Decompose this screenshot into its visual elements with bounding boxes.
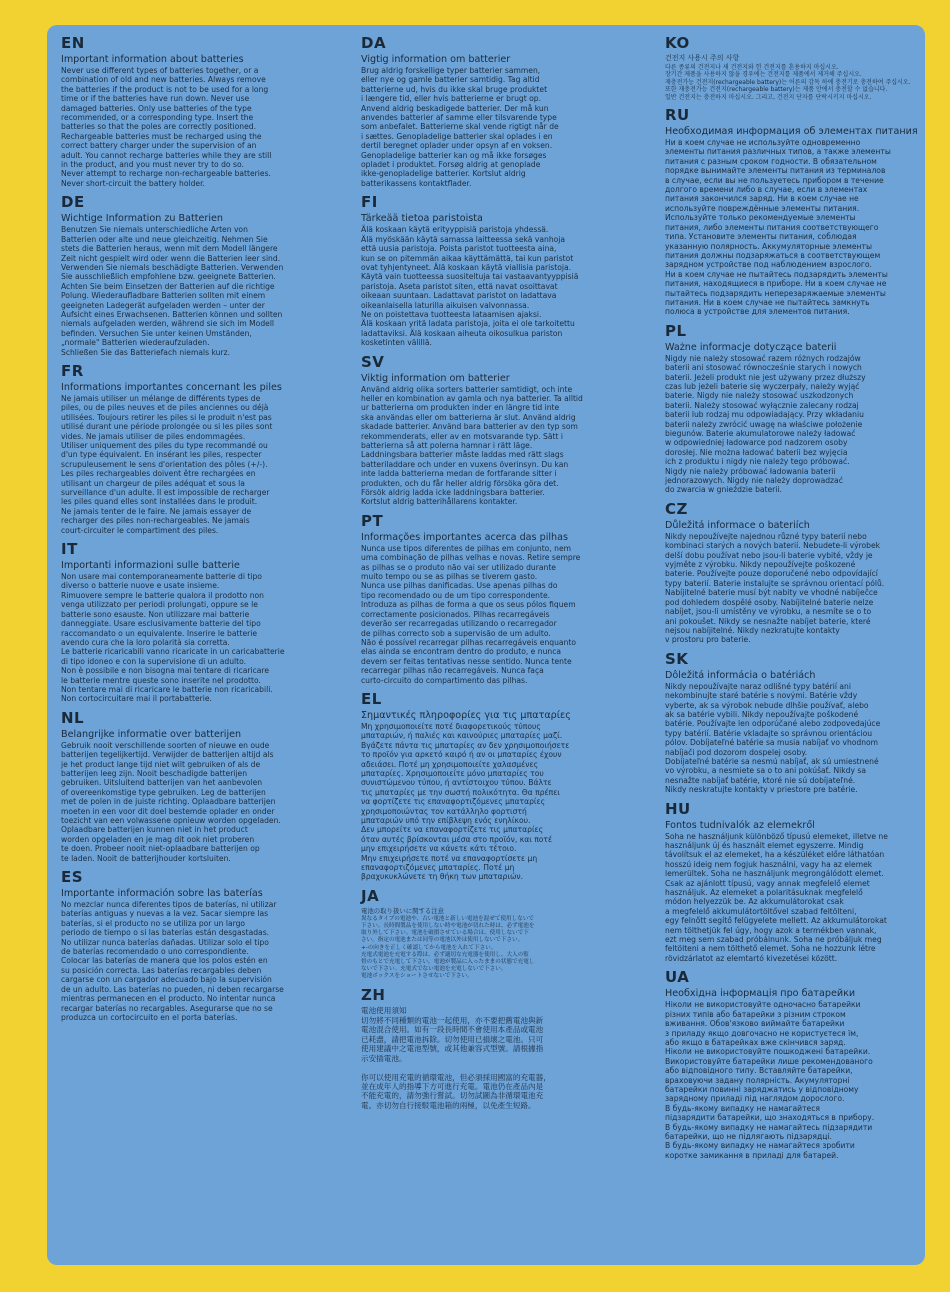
section-title: Vigtig information om batterier bbox=[361, 54, 511, 65]
section-title: Importante información sobre las baterías bbox=[61, 888, 263, 900]
language-code: CZ bbox=[665, 499, 688, 518]
language-code: SK bbox=[665, 649, 689, 668]
section-title: Informações importantes acerca das pilhas bbox=[361, 531, 568, 543]
section-title: Fontos tudnivalók az elemekről bbox=[665, 819, 815, 831]
section-body: No mezclar nunca diferentes tipos de baterías, ni utilizar baterías antiguas y nuevas a la vez. Sacar siempre las baterías, si el producto no se utiliza por un largo periodo de tiempo o si las baterías están desgastadas. No utilizar nunca baterías dañadas. Utilizar solo el tipo de baterías recomendado o uno correspondiente. Colocar las baterías de manera que los polos estén en su posición correcta. Las baterías recargables deben cargarse con un cargador adecuado bajo la supervisión de un adulto. Las baterías no pueden, ni deben recargarse mientras permanecen en el producto. No intentar nunca recargar baterías no recargables. Asegurarse que no se produzca un cortocircuito en el porta baterías. bbox=[61, 900, 284, 1022]
section-body: Ne jamais utiliser un mélange de différents types de piles, ou de piles neuves et de piles anciennes ou déjà utilisées. Toujours retirer les piles si le produit n'est pas utilisé durant une période prolongée ou si les piles sont vides. Ne jamais utiliser de piles endommagées. Utiliser uniquement des piles du type recommandé ou d'un type équivalent. En insérant les piles, respecter scrupuleusement le sens d'orientation des pôles (+/-). Les piles rechargeables doivent être rechargées en utilisant un chargeur de piles adéquat et sous la surveillance d'un adulte. Il est impossible de recharger les piles quand elles sont installées dans le produit. Ne jamais tenter de le faire. Ne jamais essayer de recharger des piles non-rechargeables. Ne jamais court-circuiter le compartiment des piles. bbox=[61, 393, 273, 535]
section-body: Nunca use tipos diferentes de pilhas em conjunto, nem uma combinação de pilhas velhas e novas. Retire sempre as pilhas se o produto não vai ser utilizado durante muito tempo ou se as pilhas se tiverem gasto. Nunca use pilhas danificadas. Use apenas pilhas do tipo recomendado ou de um tipo correspondente. Introduza as pilhas de forma a que os seus pólos fiquem correctamente posicionados. Pilhas recarregáveis deverão ser recarregadas utilizando o recarregador de pilhas correcto sob a supervisão de um adulto. Não é possível recarregar pilhas recarregáveis enquanto elas ainda se encontram dentro do produto, e nunca devem ser feitas tentativas nesse sentido. Nunca tente recarregar pilhas não recarregáveis. Nunca faça curto-circuito do compartimento das pilhas. bbox=[361, 543, 581, 685]
section-title: 건전지 사용시 주의 사항 bbox=[665, 54, 740, 62]
section-body: Ніколи не використовуйте одночасно батарейки різних типів або батарейки з різним строком вживання. Обов'язково виймайте батарейки з приладу якщо довгочасно не користуєтеся їм, або якщо в батарейках вже скінчився заряд. Ніколи не використовуйте пошкоджені батарейки. Використовуйте батарейки лише рекомендованого або відповідного типу. Вставляйте батарейки, враховуючи задану полярність. Акумуляторні батарейки повинні заряджатись у відповідному зарядному приладі під наглядом дорослого. В будь-якому випадку не намагайтеся підзарядити батарейки, що знаходяться в прибору. В будь-якому випадку не намагайтесь підзарядити батарейки, що не підлягають підзарядці. В будь-якому випадку не намагайтеся зробити коротке замикання в приладі для батарей. bbox=[665, 1000, 875, 1160]
battery-info-panel bbox=[47, 25, 925, 1265]
section-cz bbox=[665, 501, 925, 645]
section-body: Soha ne használjunk különböző típusú elemeket, illetve ne használjunk új és használt elemet egyszerre. Mindig távolítsuk el az elemeket, ha a készüléket előre láthatóan hosszú ideig nem fogjuk használni, vagy ha az elemek lemerültek. Soha ne használjunk megrongálódott elemet. Csak az ajánlott típusú, vagy annak megfelelő elemet használjuk. Az elemeket a polaritásuknak megfelelő módon helyezzük be. Az akkumulátorokat csak a megfelelő akkumulátortöltővel szabad feltölteni, egy felnőtt segítő felügyelete mellett. Az akkumulátorokat nem tölthetjük fel úgy, hogy azok a termékben vannak, ezt meg sem szabad próbálnunk. Soha ne próbáljuk meg feltölteni a nem tölthető elemet. Soha ne hozzunk létre rövidzárlatot az elemtartó kivezetései között. bbox=[665, 831, 888, 963]
section-title: Importanti informazioni sulle batterie bbox=[61, 560, 240, 572]
section-title: Belangrijke informatie over batterijen bbox=[61, 728, 242, 740]
section-body: Brug aldrig forskellige typer batterier sammen, eller nye og gamle batterier samtidig. Tag altid batterierne ud, hvis du ikke skal bruge produktet i længere tid, eller hvis batterierne er brugt op. Anvend aldrig beskadigede batterier. Der må kun anvendes batterier af samme eller tilsvarende type som anbefalet. Batterierne skal vende rigtigt når de i sættes. Genopladelige batterier skal oplades i en dertil beregnet oplader under opsyn af en voksen. Genopladelige batterier kan og må ikke forsøges opladet i produktet. Forsøg aldrig at genoplade ikke-genopladelige batterier. Kortslut aldrig batterikassens kontaktflader. bbox=[361, 66, 559, 188]
language-code: ES bbox=[61, 868, 84, 887]
language-code: FR bbox=[61, 361, 84, 380]
section-nl bbox=[61, 710, 331, 863]
section-body: 다른 종류의 건전지나 새 건전지와 헌 건전지를 혼용하지 마십시오. 장기간 제품을 사용하지 않을 경우에는 건전지를 제품에서 제거해 주십시오. 재충전가능 건전지(rechargeable battery)는 어른의 감독 하에 충전기로 충전하여 주십시오. 또한 재충전가능 건전지(rechargeable battery)는 제품 안에서 충전할 수 없습니다. 일반 건전지는 충전하지 마십시오. 그리고, 건전지 단자를 단락시키지 마십시오. bbox=[665, 64, 911, 101]
section-body: Ни в коем случае не используйте одновременно элементы питания различных типов, а также элементы питания с разным сроком годности. В обязательном порядке вынимайте элементы питания из терминалов в случае, если вы не пользуетесь прибором в течение долгого времени либо в случае, если в элементах питания закончился заряд. Ни в коем случае не используйте повреждённые элементы питания. Используйте только рекомендуемые элементы питания, либо элементы питания соответствующего типа. Установите элементы питания, соблюдая указанную полярность. Аккумуляторные элементы питания должны подзаряжаться в соответствующем зарядном устройстве под наблюдением взрослого. Ни в коем случае не пытайтесь подзарядить элементы питания, находящиеся в приборе. Ни в коем случае не пытайтесь подзарядить неперезаряжаемые элементы питания. Ни в коем случае не пытайтесь замкнуть полюса в устройстве для элементов питания. bbox=[665, 138, 891, 317]
section-pt bbox=[361, 513, 631, 685]
section-de bbox=[61, 194, 331, 357]
language-code: UA bbox=[665, 968, 690, 987]
language-code: PT bbox=[361, 511, 384, 530]
column-left bbox=[61, 35, 331, 1028]
section-body: Μη χρησιμοποιείτε ποτέ διαφορετικούς τύπους μπαταριών, ή παλιές και καινούριες μπαταρίες μαζί. Βγάζετε πάντα τις μπαταρίες αν δεν χρησιμοποιήσετε το προϊόν για αρκετό καιρό ή αν οι μπαταρίες έχουν αδειάσει. Ποτέ μη χρησιμοποιείτε χαλασμένες μπαταρίες. Χρησιμοποιείτε μόνο μπαταρίες του συνιστώμενου τύπου, ή αντίστοιχου τύπου. Βάλτε τις μπαταρίες με την σωστή πολικότητα. Θα πρέπει να φορτίζετε τις επαναφορτιζόμενες μπαταρίες χρησιμοποιώντας τον κατάλληλο φορτιστή μπαταριών υπό την επίβλεψη ενός ενηλίκου. Δεν μπορείτε να επαναφορτίζετε τις μπαταρίες όταν αυτές βρίσκονται μέσα στο προϊόν, και ποτέ μην επιχειρήσετε να κάνετε κάτι τέτοιο. Μην επιχειρήσετε ποτέ να επαναφορτίσετε μη επαναφορτιζόμενες μπαταρίες. Ποτέ μη βραχυκυκλώνετε τη θήκη των μπαταριών. bbox=[361, 721, 570, 882]
section-ja bbox=[361, 888, 631, 981]
section-title: 電池使用須知 bbox=[361, 1005, 407, 1015]
section-hu bbox=[665, 801, 925, 964]
section-body: Nigdy nie należy stosować razem różnych rodzajów baterii ani stosować równocześnie starych i nowych baterii. Jeżeli produkt nie jest używany przez dłuższy czas lub jeżeli baterie się wyczerpały, należy wyjąć baterie. Nigdy nie należy stosować uszkodzonych baterii. Należy stosować wyłącznie zalecany rodzaj baterii lub rodzaj mu odpowiadający. Przy wkładaniu baterii należy zwrócić uwagę na właściwe położenie biegunów. Baterie akumulatorowe należy ładować w odpowiedniej ładowarce pod nadzorem osoby dorosłej. Nie można ładować baterii bez wyjęcia ich z produktu i nigdy nie należy tego próbować. Nigdy nie należy próbować ładowania baterii jednorazowych. Nigdy nie należy doprowadzać do zwarcia w gnieździe baterii. bbox=[665, 353, 866, 495]
section-title: Необхідна інформація про батарейки bbox=[665, 988, 856, 1000]
language-code: JA bbox=[361, 886, 380, 905]
section-body: Nikdy nepoužívajte naraz odlišné typy batérií ani nekombinujte staré batérie s novými. Batérie vždy vyberte, ak sa výrobok nebude dlhšie používať, alebo ak sa batérie vybili. Nikdy nepoužívajte poškodené batérie. Používajte len odporúčané alebo zodpovedajúce typy batérií. Batérie vkladajte so správnou orientáciou pólov. Dobíjateľné batérie sa musia nabíjať vo vhodnom nabíjači pod dozorom dospelej osoby. Dobíjateľné batérie sa nesmú nabíjať, ak sú umiestnené vo výrobku, a nesmiete sa o to ani pokúšať. Nikdy sa nesnažte nabíjať batérie, ktoré nie sú dobíjateľné. Nikdy neskratujte kontakty v priestore pre batérie. bbox=[665, 681, 881, 795]
language-code: FI bbox=[361, 193, 378, 212]
section-title: Viktig information om batterier bbox=[361, 372, 510, 384]
section-title: Wichtige Information zu Batterien bbox=[61, 213, 223, 225]
section-body: Non usare mai contemporaneamente batterie di tipo diverso o batterie nuove e usate insieme. Rimuovere sempre le batterie qualora il prodotto non venga utilizzato per periodi prolungati, oppure se le batterie sono esauste. Non utilizzare mai batterie danneggiate. Usare esclusivamente batterie del tipo raccomandato o un equivalente. Inserire le batterie avendo cura che la loro polarità sia corretta. Le batterie ricaricabili vanno ricaricate in un caricabatterie di tipo idoneo e con la supervisione di un adulto. Non è possibile e non bisogna mai tentare di ricaricare le batterie mentre queste sono inserite nel prodotto. Non tentare mai di ricaricare le batterie non ricaricabili. Non cortocircuitare mai il portabatterie. bbox=[61, 572, 285, 704]
language-code: HU bbox=[665, 799, 691, 818]
section-it bbox=[61, 541, 331, 704]
section-title: Dôležitá informácia o batériách bbox=[665, 669, 816, 681]
section-body: 切勿將不同種類的電池一起使用，亦不要把舊電池與新 電池混合使用。如有一段長時間不會使用本產品或電池 已耗盡，請把電池拆除。切勿使用已損壞之電池。只可 使用建議中之電池型號，或其他兼容式型號。請根據指 示安插電池。 你可以使用充電的循環電池，但必須採用國富的充電器， 並在成年人的指導下方可進行充電。電池仍在產品內是 不能充電的，請勿強行嘗試。切勿試圖為非循環電池充 電。亦切勿自行接駁電池箱的兩極，以免產生短路。 bbox=[361, 1016, 551, 1110]
section-body: Gebruik nooit verschillende soorten of nieuwe en oude batterijen tegelijkertijd. Verwijder de batterijen altijd als je het product lange tijd niet wilt gebruiken of als de batterijen leeg zijn. Nooit beschadigde batterijen gebruiken. Uitsluitend batterijen van het aanbevolen of overeenkomstige type gebruiken. Leg de batterijen met de polen in de juiste richting. Oplaadbare batterijen moeten in een voor dit doel bestemde oplader en onder toezicht van een volwassene opnieuw worden opgeladen. Oplaadbare batterijen kunnen niet in het product worden opgeladen en je mag dit ook niet proberen te doen. Probeer nooit niet-oplaadbare batterijen op te laden. Nooit de batterijhouder kortsluiten. bbox=[61, 740, 281, 863]
section-ua bbox=[665, 969, 925, 1160]
section-en bbox=[61, 35, 331, 188]
language-code: IT bbox=[61, 540, 78, 559]
section-fi bbox=[361, 194, 631, 347]
section-sk bbox=[665, 651, 925, 795]
language-code: SV bbox=[361, 352, 385, 371]
section-title: 電池の取り扱いに関する注意 bbox=[361, 906, 445, 915]
language-code: DA bbox=[361, 34, 387, 52]
column-middle bbox=[361, 35, 631, 1116]
section-title: Informations importantes concernant les piles bbox=[61, 381, 282, 393]
language-code: NL bbox=[61, 708, 85, 727]
section-body: Älä koskaan käytä erityyppisiä paristoja yhdessä. Älä myöskään käytä samassa laitteessa sekä vanhoja että uusia paristoja. Poista paristot tuotteesta aina, kun se on pitemmän aikaa käyttämättä, tai kun paristot ovat tyhjentyneet. Älä koskaan käytä viallisia paristoja. Käytä vain tuotteessa suositeltuja tai vastaavantyyppisiä paristoja. Aseta paristot siten, että navat osoittavat oikeaan suuntaan. Ladattavat paristot on ladattava oikeanlaisella laturilla aikuisen valvonnassa. Ne on poistettava tuotteesta lataamisen ajaksi. Älä koskaan yritä ladata paristoja, joita ei ole tarkoitettu ladattaviksi. Älä koskaan aiheuta oikosulkua pariston kosketinten välillä. bbox=[361, 225, 579, 348]
language-code: EN bbox=[61, 34, 85, 52]
section-ko bbox=[665, 35, 925, 101]
section-el bbox=[361, 691, 631, 882]
section-body: Never use different types of batteries together, or a combination of old and new batteries. Always remove the batteries if the product is not to be used for a long time or if the batteries have run down. Never use damaged batteries. Only use batteries of the type recommended, or a corresponding type. Insert the batteries so that the poles are correctly positioned. Rechargeable batteries must be recharged using the correct battery charger under the supervision of an adult. You cannot recharge batteries while they are still in the product, and you must never try to do so. Never attempt to recharge non-rechargeable batteries. Never short-circuit the battery holder. bbox=[61, 66, 272, 188]
language-code: EL bbox=[361, 689, 382, 708]
column-right bbox=[665, 35, 925, 1166]
language-code: ZH bbox=[361, 985, 386, 1004]
section-fr bbox=[61, 363, 331, 535]
language-code: PL bbox=[665, 321, 687, 340]
section-sv bbox=[361, 354, 631, 507]
section-title: Important information about batteries bbox=[61, 54, 244, 65]
section-pl bbox=[665, 323, 925, 495]
section-body: 異なるタイプの電池や、古い電池と新しい電池を混ぜて使用しないで 下さい。長時間製品を使用しない時や電池が切れた時は、必ず電池を 取り外して下さい。電池を破損させている場合は、使用しないで下 さい。指定の電池または同等の電池以外は使用しないで下さい。 +-の向きを正しく確認してから電池を入れて下さい。 充電式電池を充電する際は、必ず適切な充電器を使用し、大人の監 督のもとで充電して下さい。電池が製品に入ったままの状態で充電し ないで下さい。充電式でない電池を充電しないで下さい。 電池ボックスをショートさせないで下さい。 bbox=[361, 915, 535, 980]
section-ru bbox=[665, 107, 925, 317]
section-title: Důležitá informace o bateriích bbox=[665, 519, 810, 531]
section-title: Ważne informacje dotyczące baterii bbox=[665, 341, 837, 353]
section-zh bbox=[361, 987, 631, 1110]
language-code: DE bbox=[61, 193, 85, 212]
section-title: Необходимая информация об элементах питания bbox=[665, 126, 918, 138]
section-title: Σημαντικές πληροφορίες για τις μπαταρίες bbox=[361, 709, 571, 721]
language-code: RU bbox=[665, 106, 690, 125]
section-da bbox=[361, 35, 631, 188]
section-title: Tärkeää tietoa paristoista bbox=[361, 213, 483, 225]
section-body: Nikdy nepoužívejte najednou různé typy baterií nebo kombinaci starých a nových baterií. Nebudete-li výrobek delší dobu používat nebo jsou-li baterie vybité, vždy je vyjměte z výrobku. Nikdy nepoužívejte poškozené baterie. Používejte pouze doporučené nebo odpovídající typy baterií. Baterie instalujte se správnou orientací pólů. Nabíjitelné baterie musí být nabity ve vhodné nabíječce pod dohledem dospělé osoby. Nabíjitelné baterie nelze nabíjet, jsou-li umístěny ve výrobku, a nesmíte se o to ani pokoušet. Nikdy se nesnažte nabíjet baterie, které nejsou nabíjitelné. Nikdy nezkratujte kontakty v prostoru pro baterie. bbox=[665, 531, 885, 645]
section-body: Benutzen Sie niemals unterschiedliche Arten von Batterien oder alte und neue gleichzeitig. Nehmen Sie stets die Batterien heraus, wenn mit dem Modell längere Zeit nicht gespielt wird oder wenn die Batterien leer sind. Verwenden Sie niemals beschädigte Batterien. Verwenden Sie ausschließlich empfohlene bzw. geeignete Batterien. Achten Sie beim Einsetzen der Batterien auf die richtige Polung. Wiederaufladbare Batterien sollten mit einem geeigneten Ladegerät aufgeladen werden – unter der Aufsicht eines Erwachsenen. Batterien können und sollten niemals aufgeladen werden, während sie sich im Modell befinden. Versuchen Sie unter keinen Umständen, „normale" Batterien wiederaufzuladen. Schließen Sie das Batteriefach niemals kurz. bbox=[61, 225, 284, 357]
section-body: Använd aldrig olika sorters batterier samtidigt, och inte heller en kombination av gamla och nya batterier. Ta alltid ur batterierna om produkten inder en längre tid inte ska användas eller om batterierna är slut. Använd aldrig skadade batterier. Använd bara batterier av den typ som rekommenderats, eller av en motsvarande typ. Sätt i batterierna så att polerna hamnar i rätt läge. Laddningsbara batterier måste laddas med rätt slags batteriladdare och under en vuxens överinsyn. Du kan inte ladda batterierna medan de fortfarande sitter i produkten, och du får heller aldrig försöka göra det. Försök aldrig ladda icke laddningsbara batterier. Kortslut aldrig batterihållarens kontakter. bbox=[361, 384, 583, 507]
section-es bbox=[61, 869, 331, 1022]
language-code: KO bbox=[665, 34, 690, 52]
